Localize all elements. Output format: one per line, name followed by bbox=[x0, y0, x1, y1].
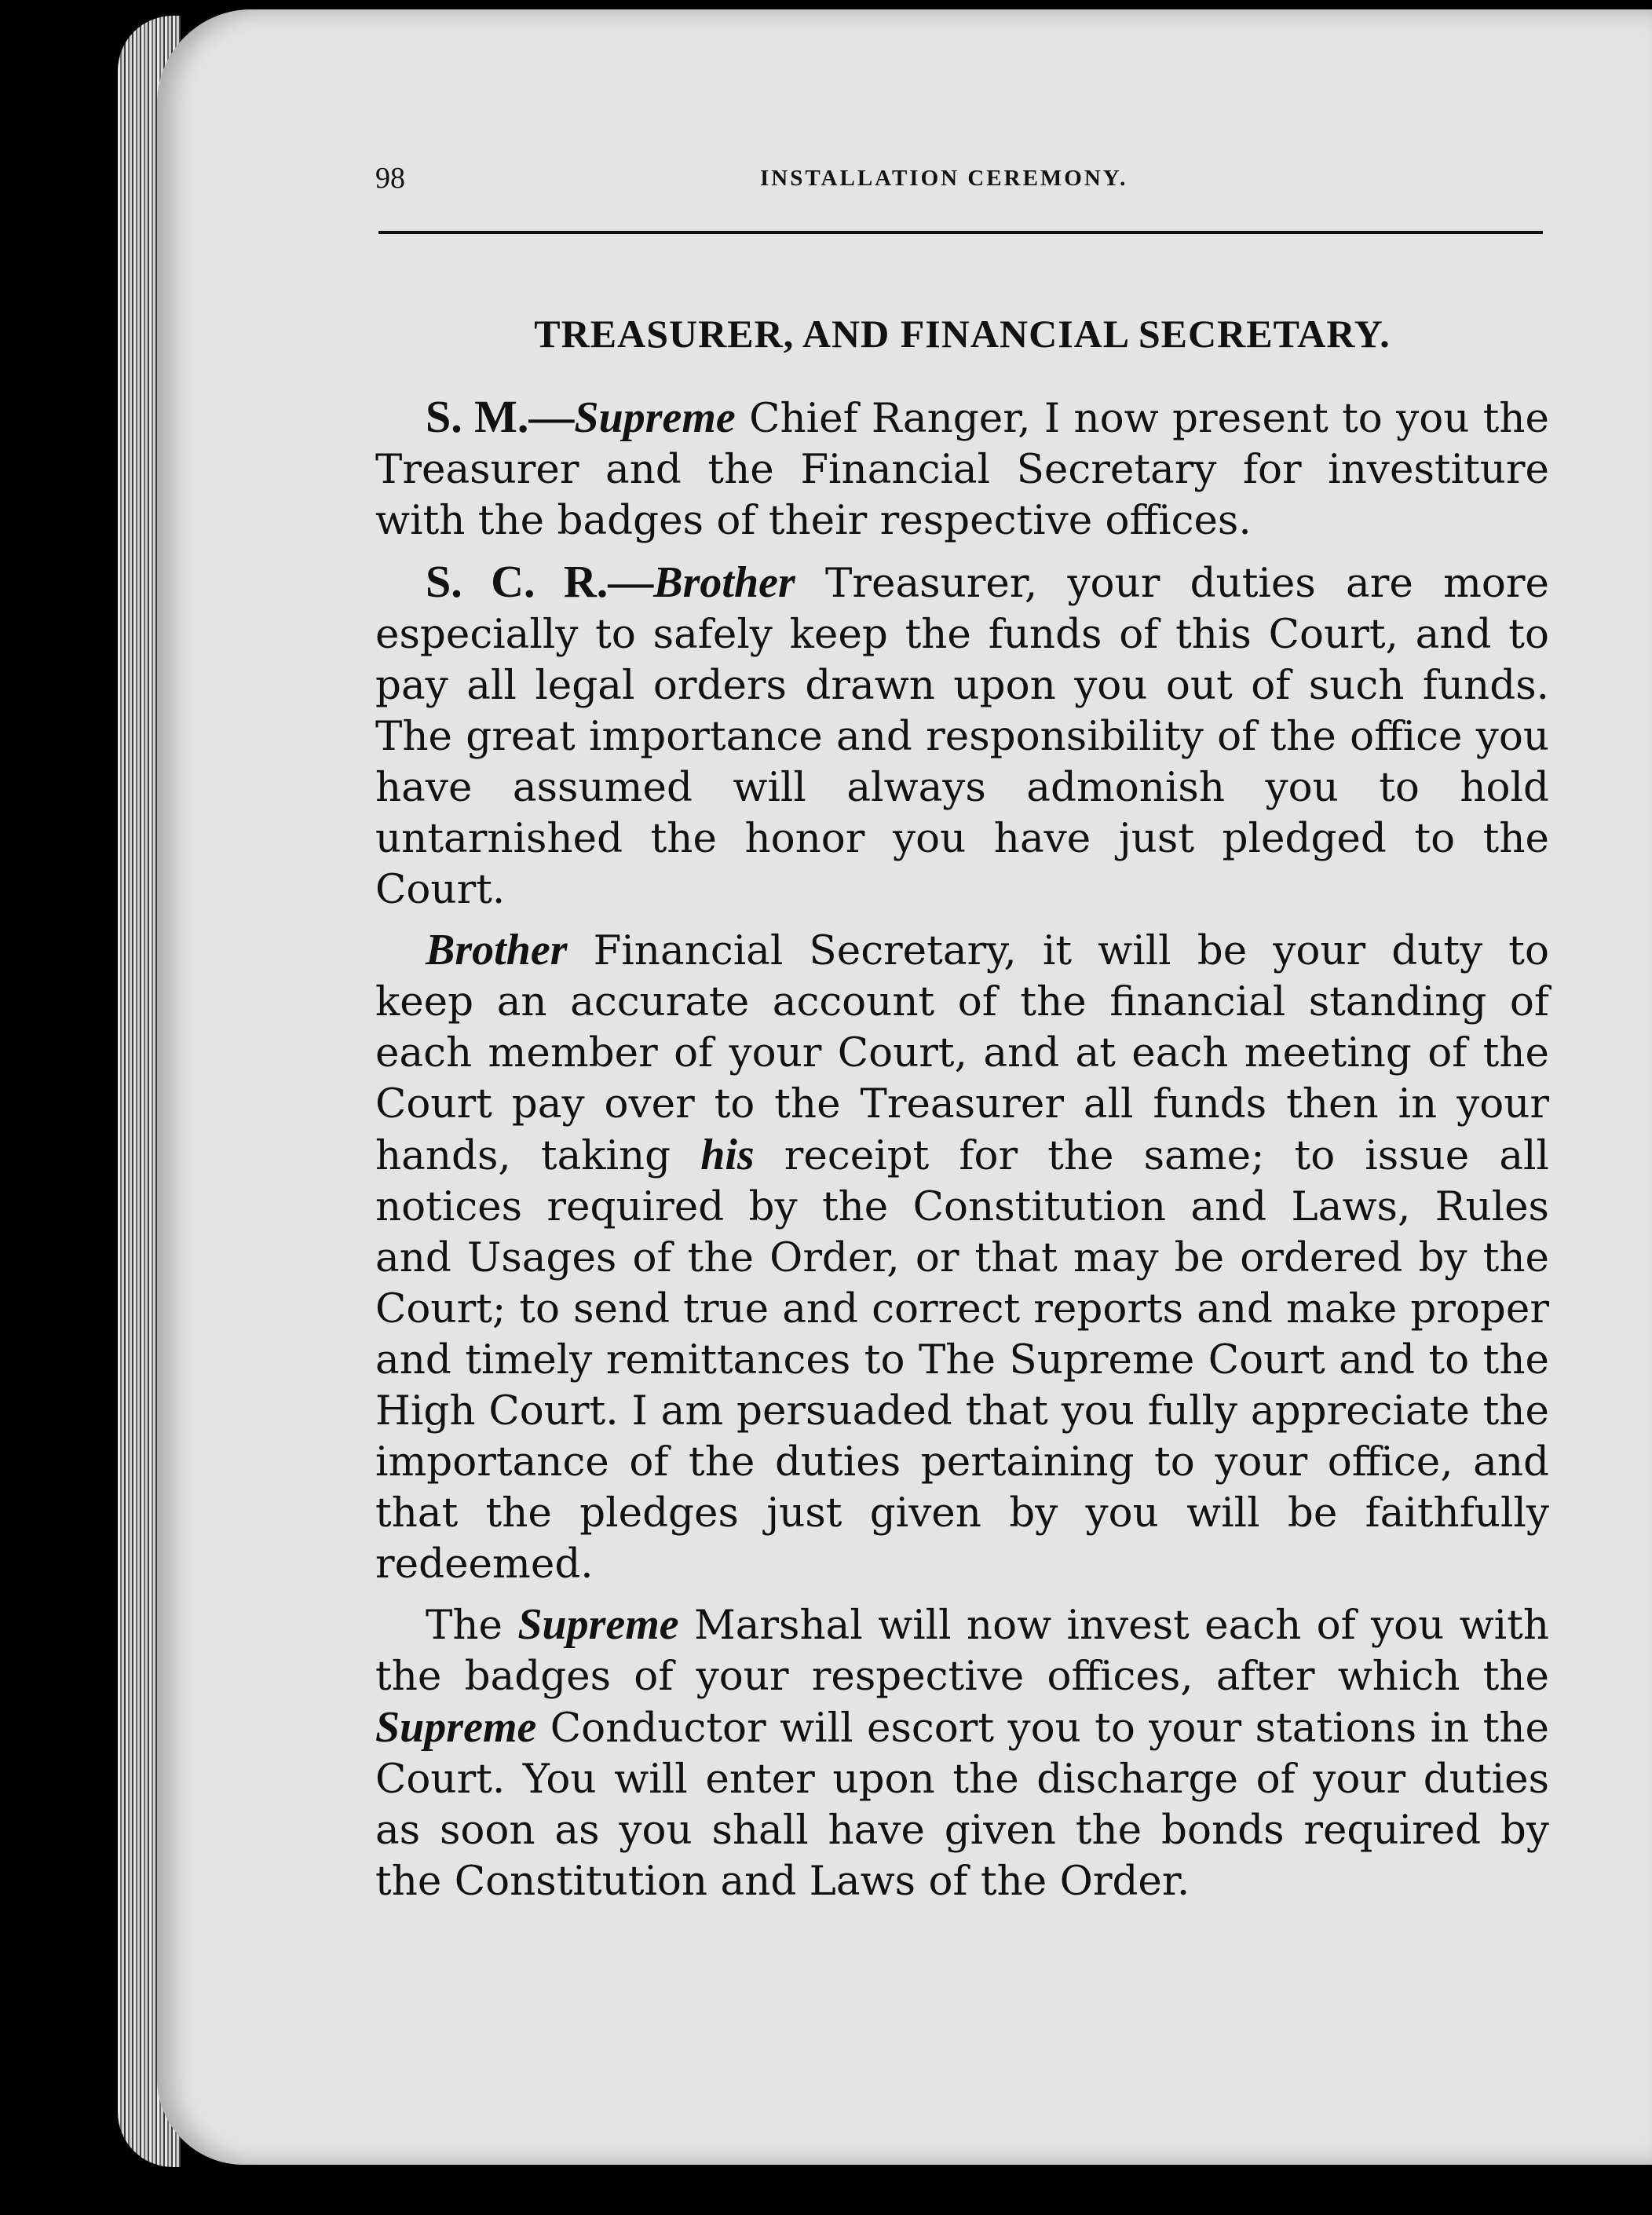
emphasis: Brother bbox=[426, 926, 568, 974]
paragraph-3 bbox=[375, 925, 1549, 1590]
paragraph-text: Marshal will now invest each of you with the badges of your respective offices, after which the bbox=[375, 1602, 1549, 1700]
paragraph-text: The bbox=[426, 1602, 518, 1649]
section-heading: TREASURER, AND FINANCIAL SECRETARY. bbox=[534, 312, 1391, 356]
speaker-label: S. C. R.— bbox=[426, 556, 654, 607]
paragraph-text: Chief Ranger, I now present to you the Treasurer and the Financial Secretary for investiture with the badges of their respective offices. bbox=[375, 395, 1549, 544]
paragraph-1 bbox=[375, 391, 1549, 546]
emphasis: Supreme bbox=[574, 393, 736, 442]
emphasis: Brother bbox=[653, 558, 795, 607]
body-text bbox=[375, 391, 1549, 1917]
paragraph-text: receipt for the same; to issue all notices required by the Constitution and Laws, Rules and Usages of the Order, or that may be ordered by the Court; to send true and correct reports and make proper and timely remittances to The Supreme Court and to the High Court. I am persuaded that you fully appreciate the importance of the duties pertaining to your office, and that the pledges just given by you will be faithfully redeemed. bbox=[375, 1132, 1549, 1588]
paragraph-text: Financial Secretary, it will be your duty to keep an accurate account of the financial standing of each member of your Court, and at each meeting of the Court pay over to the Treasurer all funds then in your hands, taking bbox=[375, 927, 1549, 1179]
emphasis: Supreme bbox=[375, 1703, 537, 1752]
speaker-label: S. M.— bbox=[426, 391, 575, 442]
running-head bbox=[375, 161, 1549, 208]
paragraph-2 bbox=[375, 556, 1549, 916]
emphasis: his bbox=[700, 1131, 755, 1179]
header-rule bbox=[378, 231, 1543, 234]
paragraph-text: Treasurer, your duties are more especially to safely keep the funds of this Court, and to pay all legal orders drawn upon you out of such funds. The great importance and responsibility of the office you have assumed will always admonish you to hold untarnished the honor you have just pledged to the Court. bbox=[375, 560, 1550, 913]
running-title: INSTALLATION CEREMONY. bbox=[760, 166, 1128, 191]
emphasis: Supreme bbox=[517, 1600, 679, 1649]
page-number: 98 bbox=[375, 162, 405, 195]
paragraph-text: Conductor will escort you to your stations in the Court. You will enter upon the discharge of your duties as soon as you shall have given the bonds required by the Constitution and Laws of the Order. bbox=[375, 1705, 1549, 1905]
paragraph-4 bbox=[375, 1599, 1549, 1907]
